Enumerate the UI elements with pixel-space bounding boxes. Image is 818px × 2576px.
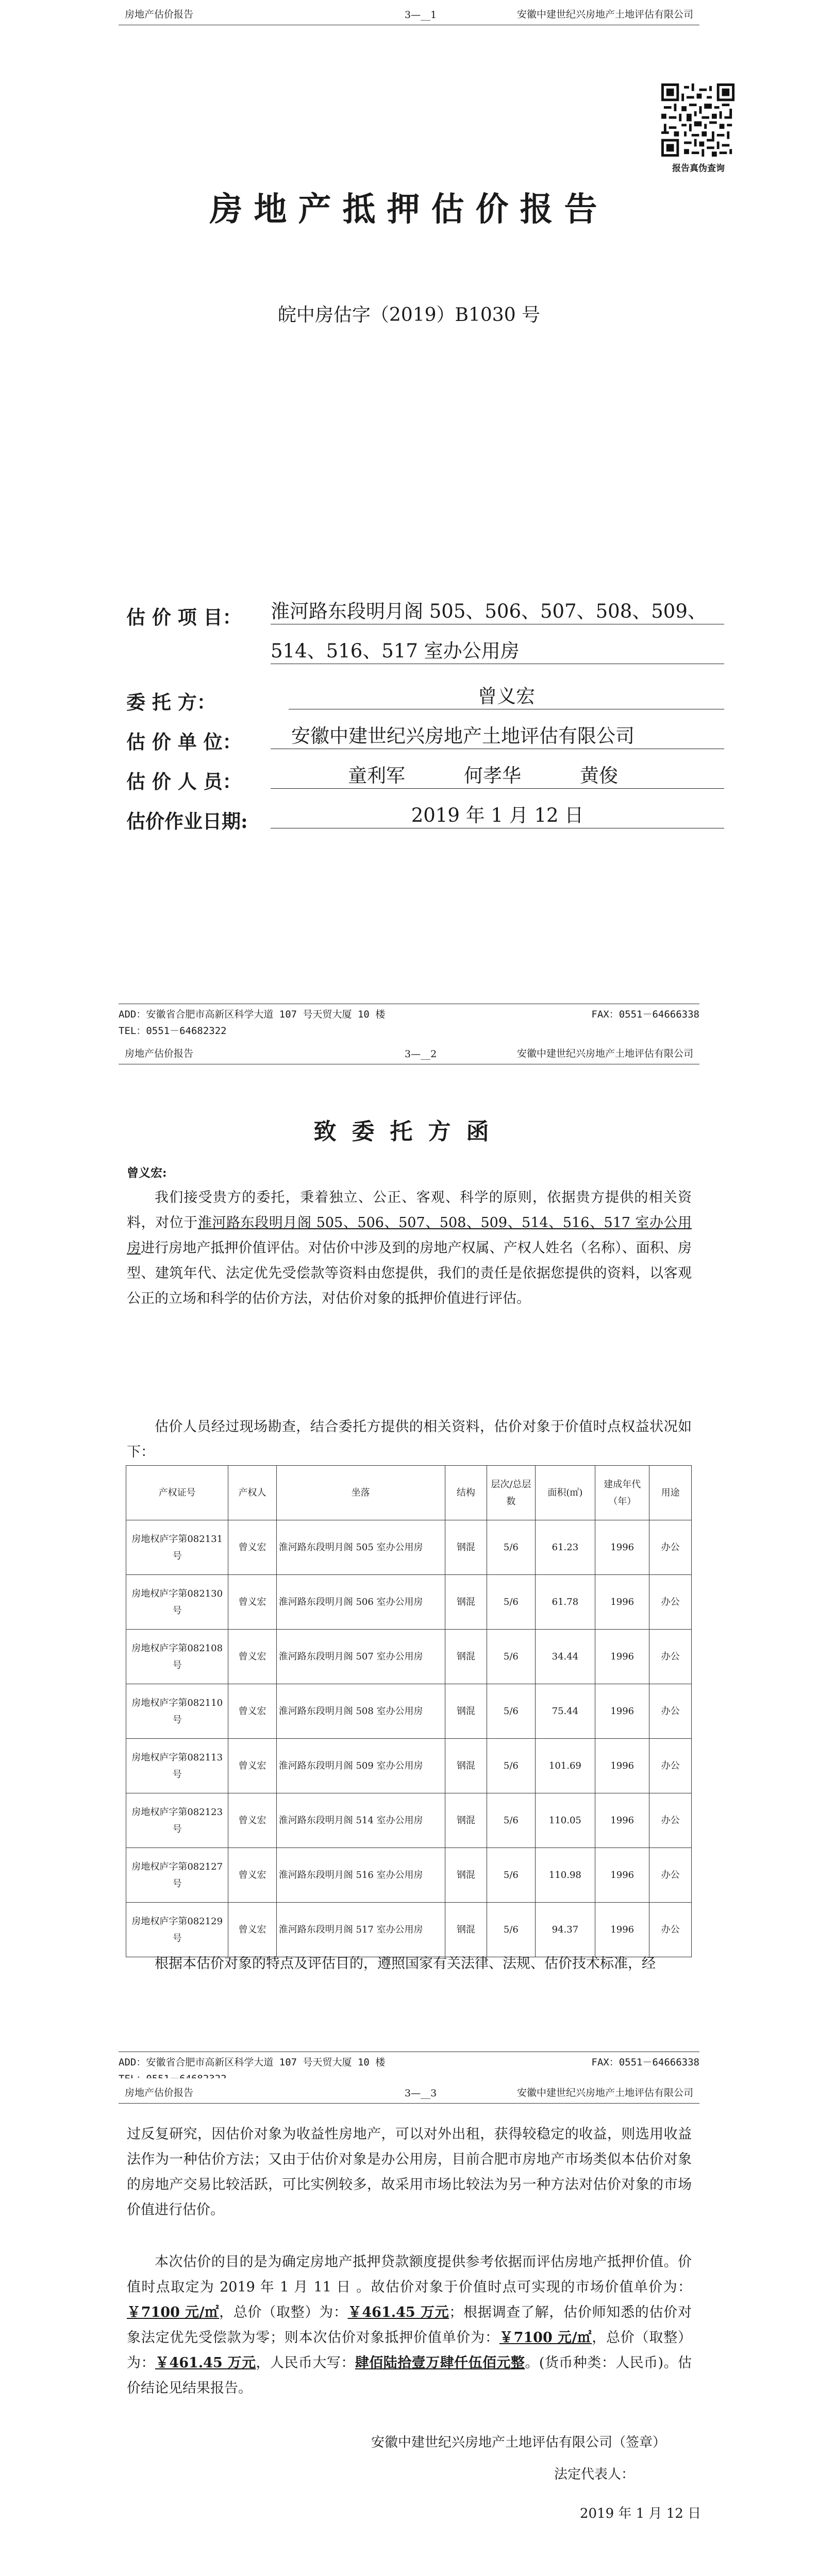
letter-paragraph-3-cont: 过反复研究，因估价对象为收益性房地产，可以对外出租，获得较稳定的收益，则选用收益法作为一种估价方法；又由于估价对象是办公用房，目前合肥市房地产市场类似本估价对象的房地产交易比较活跃，可比实例较多，故采用市场比较法为另一种方法对估价对象的市场价值进行估价。: [127, 2126, 692, 2218]
table-cell: 房地权庐字第082123 号: [126, 1793, 228, 1848]
table-row: [126, 1520, 692, 1575]
table-row: [126, 1684, 692, 1739]
table-cell: 1996: [595, 1684, 649, 1739]
letter-title: 致委托方函: [313, 1118, 505, 1145]
table-row: [126, 1630, 692, 1684]
table-row: [126, 1793, 692, 1848]
table-cell: 办公: [649, 1630, 692, 1684]
appraisal-unit-label: 估 价 单 位：: [126, 731, 242, 753]
column-header: 产权人: [228, 1466, 276, 1520]
letter-paragraph-2: 估价人员经过现场勘查，结合委托方提供的相关资料，估价对象于价值时点权益状况如下：: [127, 1419, 692, 1460]
appraisers-label: 估 价 人 员：: [126, 770, 242, 793]
appraiser-name: 童利军: [348, 765, 405, 787]
column-header: 用途: [649, 1466, 692, 1520]
total-price: ￥461.45 万元: [347, 2304, 449, 2320]
client-value: 曾义宏: [289, 684, 724, 709]
table-cell: 5/6: [487, 1520, 535, 1575]
client-label: 委 托 方：: [126, 691, 216, 714]
work-date-label: 估价作业日期:: [126, 810, 248, 833]
document-number: 皖中房估字（2019）B1030 号: [277, 304, 541, 326]
table-cell: 曾义宏: [228, 1684, 276, 1739]
footer-address: ADD：安徽省合肥市高新区科学大道 107 号天贸大厦 10 楼: [119, 1009, 386, 1020]
page-header: [119, 2082, 699, 2104]
table-cell: 淮河路东段明月阁 506 室办公用房: [276, 1575, 445, 1630]
legal-representative: 法定代表人：: [554, 2467, 635, 2482]
unit-price: ￥7100 元/㎡: [127, 2304, 220, 2320]
header-left: 房地产估价报告: [125, 9, 194, 20]
paragraph-text: 进行房地产抵押价值评估。对估价中涉及到的房地产权属、产权人姓名（名称）、面积、房型、建筑年代、法定优先受偿款等资料由您提供，我们的责任是依据您提供的资料，以客观公正的立场和科学的估价方法，对估价对象的抵押价值进行评估。: [127, 1240, 692, 1307]
header-right: 安徽中建世纪兴房地产土地评估有限公司: [516, 9, 693, 20]
table-cell: 房地权庐字第082108 号: [126, 1630, 228, 1684]
project-label: 估 价 项 目：: [126, 606, 242, 629]
table-cell: 淮河路东段明月阁 507 室办公用房: [276, 1630, 445, 1684]
property-address: 淮河路东段明月阁 505、506、507、508、509、514、516、517 室办公用房: [127, 1215, 692, 1256]
table-cell: 办公: [649, 1520, 692, 1575]
table-cell: 办公: [649, 1739, 692, 1793]
paragraph-text: ，总价（取整）为：: [127, 2330, 692, 2371]
table-cell: 淮河路东段明月阁 509 室办公用房: [276, 1739, 445, 1793]
table-cell: 1996: [595, 1903, 649, 1957]
page-header: [119, 1043, 699, 1064]
page-footer: [119, 1004, 699, 1039]
table-cell: 5/6: [487, 1739, 535, 1793]
table-cell: 钢混: [445, 1903, 487, 1957]
column-header: 产权证号: [126, 1466, 228, 1520]
table-cell: 94.37: [535, 1903, 595, 1957]
table-cell: 曾义宏: [228, 1848, 276, 1903]
table-row: [126, 1848, 692, 1903]
table-cell: 房地权庐字第082110 号: [126, 1684, 228, 1739]
table-cell: 钢混: [445, 1684, 487, 1739]
table-cell: 1996: [595, 1739, 649, 1793]
letter-paragraph-3-start: 根据本估价对象的特点及评估目的，遵照国家有关法律、法规、估价技术标准，经: [155, 1956, 656, 1972]
table-cell: 34.44: [535, 1630, 595, 1684]
table-cell: 钢混: [445, 1630, 487, 1684]
page-header: [119, 4, 699, 25]
amount-in-words: 肆佰陆拾壹万肆仟伍佰元整: [355, 2355, 525, 2371]
table-cell: 淮河路东段明月阁 505 室办公用房: [276, 1520, 445, 1575]
table-cell: 61.78: [535, 1575, 595, 1630]
table-cell: 曾义宏: [228, 1630, 276, 1684]
paragraph-text: ，人民币大写：: [256, 2355, 355, 2371]
table-cell: 101.69: [535, 1739, 595, 1793]
table-cell: 曾义宏: [228, 1739, 276, 1793]
table-cell: 5/6: [487, 1630, 535, 1684]
table-cell: 房地权庐字第082129 号: [126, 1903, 228, 1957]
appraiser-name: 黄俊: [580, 765, 618, 787]
table-cell: 1996: [595, 1793, 649, 1848]
mortgage-unit-price: ￥7100 元/㎡: [499, 2330, 592, 2346]
project-value-line2: 514、516、517 室办公用房: [271, 639, 724, 664]
table-cell: 淮河路东段明月阁 508 室办公用房: [276, 1684, 445, 1739]
table-cell: 办公: [649, 1793, 692, 1848]
table-cell: 1996: [595, 1575, 649, 1630]
header-page-number: 3—__2: [405, 1048, 437, 1060]
table-cell: 5/6: [487, 1793, 535, 1848]
project-value-line1: 淮河路东段明月阁 505、506、507、508、509、: [271, 599, 724, 624]
header-right: 安徽中建世纪兴房地产土地评估有限公司: [516, 2087, 693, 2098]
table-cell: 曾义宏: [228, 1575, 276, 1630]
company-seal-line: 安徽中建世纪兴房地产土地评估有限公司（签章）: [371, 2435, 666, 2450]
table-row: [126, 1903, 692, 1957]
table-cell: 办公: [649, 1903, 692, 1957]
column-header: 结构: [445, 1466, 487, 1520]
table-header-row: [126, 1466, 692, 1520]
table-cell: 房地权庐字第082127 号: [126, 1848, 228, 1903]
table-cell: 钢混: [445, 1739, 487, 1793]
report-title: 房地产抵押估价报告: [209, 190, 609, 229]
letter-date: 2019 年 1 月 12 日: [580, 2506, 702, 2521]
table-cell: 75.44: [535, 1684, 595, 1739]
table-cell: 110.98: [535, 1848, 595, 1903]
table-row: [126, 1575, 692, 1630]
table-cell: 5/6: [487, 1684, 535, 1739]
table-cell: 房地权庐字第082113 号: [126, 1739, 228, 1793]
footer-fax: FAX：0551－64666338: [591, 2057, 699, 2068]
header-left: 房地产估价报告: [125, 1048, 194, 1059]
table-cell: 1996: [595, 1520, 649, 1575]
table-cell: 110.05: [535, 1793, 595, 1848]
table-cell: 曾义宏: [228, 1520, 276, 1575]
table-cell: 淮河路东段明月阁 517 室办公用房: [276, 1903, 445, 1957]
table-cell: 曾义宏: [228, 1903, 276, 1957]
paragraph-text: ；根据调查了解，估价师知悉的估价对象法定优先受偿款为零；则本次估价对象抵押价值单价为：: [127, 2304, 692, 2346]
table-cell: 5/6: [487, 1903, 535, 1957]
header-left: 房地产估价报告: [125, 2087, 194, 2098]
footer-fax: FAX：0551－64666338: [591, 1009, 699, 1020]
header-right: 安徽中建世纪兴房地产土地评估有限公司: [516, 1048, 693, 1059]
paragraph-text: 我们接受贵方的委托，秉着独立、公正、客观、科学的原则，依据贵方提供的相关资料，对位于: [127, 1190, 692, 1231]
column-header: 面积(㎡): [535, 1466, 595, 1520]
table-cell: 办公: [649, 1848, 692, 1903]
table-cell: 5/6: [487, 1575, 535, 1630]
mortgage-total-price: ￥461.45 万元: [155, 2355, 256, 2371]
table-row: [126, 1739, 692, 1793]
table-cell: 房地权庐字第082130 号: [126, 1575, 228, 1630]
letter-paragraph-4: [127, 2249, 692, 2401]
paragraph-text: 本次估价的目的是为确定房地产抵押贷款额度提供参考依据而评估房地产抵押价值。价值时点取定为 2019 年 1 月 11 日 。故估价对象于价值时点可实现的市场价值单价为：: [127, 2254, 692, 2295]
property-table: [126, 1465, 692, 1957]
table-cell: 1996: [595, 1848, 649, 1903]
table-cell: 钢混: [445, 1793, 487, 1848]
table-cell: 曾义宏: [228, 1793, 276, 1848]
column-header: 建成年代（年）: [595, 1466, 649, 1520]
header-page-number: 3—__3: [405, 2088, 437, 2099]
table-cell: 1996: [595, 1630, 649, 1684]
table-cell: 钢混: [445, 1575, 487, 1630]
column-header: 层次/总层数: [487, 1466, 535, 1520]
paragraph-text: 。(货币种类：人民币)。估价结论见结果报告。: [127, 2355, 692, 2396]
qr-code[interactable]: [661, 83, 734, 157]
footer-address: ADD：安徽省合肥市高新区科学大道 107 号天贸大厦 10 楼: [119, 2057, 386, 2068]
letter-paragraph-1: [127, 1185, 692, 1311]
column-header: 坐落: [276, 1466, 445, 1520]
table-cell: 办公: [649, 1684, 692, 1739]
table-cell: 钢混: [445, 1848, 487, 1903]
appraisal-unit-value: 安徽中建世纪兴房地产土地评估有限公司: [271, 724, 724, 749]
work-date-value: 2019 年 1 月 12 日: [271, 803, 724, 828]
table-cell: 5/6: [487, 1848, 535, 1903]
table-cell: 房地权庐字第082131 号: [126, 1520, 228, 1575]
appraiser-name: 何孝华: [464, 765, 521, 787]
table-cell: 钢混: [445, 1520, 487, 1575]
report-page-cover: [0, 0, 818, 1039]
paragraph-text: ，总价（取整）为：: [219, 2304, 348, 2320]
table-cell: 办公: [649, 1575, 692, 1630]
table-cell: 淮河路东段明月阁 516 室办公用房: [276, 1848, 445, 1903]
table-cell: 淮河路东段明月阁 514 室办公用房: [276, 1793, 445, 1848]
appraisers-value: [271, 764, 724, 789]
header-page-number: 3—__1: [405, 9, 437, 21]
footer-tel: TEL：0551－64682322: [119, 1025, 227, 1037]
table-cell: 61.23: [535, 1520, 595, 1575]
qr-caption: 报告真伪查询: [672, 163, 725, 174]
letter-salutation: 曾义宏:: [127, 1166, 167, 1180]
